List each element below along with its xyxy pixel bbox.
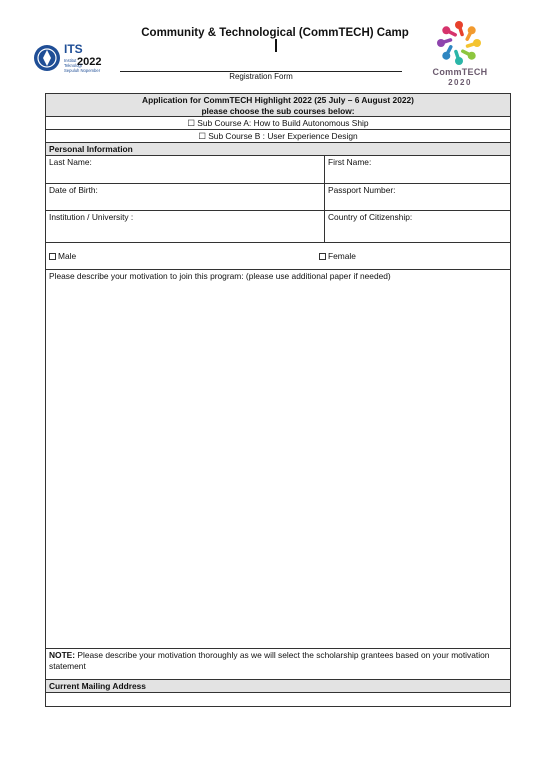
its-line-2: Teknologi bbox=[64, 63, 82, 68]
sub-course-a-label: Sub Course A: How to Build Autonomous Ship bbox=[197, 118, 369, 128]
sub-course-a-checkbox[interactable]: ☐ bbox=[187, 118, 195, 128]
country-label: Country of Citizenship: bbox=[328, 212, 413, 222]
sub-course-b-row[interactable] bbox=[46, 130, 510, 143]
motivation-area[interactable] bbox=[46, 270, 510, 649]
dob-row bbox=[46, 184, 510, 211]
male-label: Male bbox=[58, 251, 77, 261]
application-title: Application for CommTECH Highlight 2022 (25 July – 6 August 2022) bbox=[142, 95, 414, 105]
logo-person-body bbox=[446, 47, 451, 56]
commtech-logo-year: 2020 bbox=[448, 78, 472, 87]
logo-person-body bbox=[463, 51, 472, 56]
dob-field[interactable] bbox=[46, 184, 324, 210]
sub-course-a-row[interactable] bbox=[46, 117, 510, 130]
personal-info-header: Personal Information bbox=[46, 143, 510, 156]
form-subtitle: Registration Form bbox=[229, 72, 293, 81]
dob-label: Date of Birth: bbox=[49, 185, 98, 195]
note-label: NOTE: bbox=[49, 650, 76, 660]
passport-field[interactable] bbox=[324, 184, 510, 210]
its-line-3: Sepuluh Nopember bbox=[64, 68, 101, 73]
motivation-note bbox=[46, 649, 510, 680]
application-header bbox=[46, 94, 510, 117]
text-cursor bbox=[275, 39, 277, 52]
institution-field[interactable] bbox=[46, 211, 324, 242]
mailing-address-field[interactable] bbox=[46, 693, 510, 706]
page-title: Community & Technological (CommTECH) Camp bbox=[140, 27, 410, 53]
name-row bbox=[46, 156, 510, 184]
its-line-1: Institut bbox=[64, 58, 77, 63]
passport-label: Passport Number: bbox=[328, 185, 396, 195]
institution-label: Institution / University : bbox=[49, 212, 134, 222]
its-abbr: ITS bbox=[64, 42, 83, 56]
sub-course-b-checkbox[interactable]: ☐ bbox=[198, 131, 206, 141]
female-label: Female bbox=[328, 251, 356, 261]
commtech-logo-name: CommTECH bbox=[432, 67, 488, 77]
institution-row bbox=[46, 211, 510, 243]
note-text: Please describe your motivation thoroughly as we will select the scholarship grantees based on your motivation statement bbox=[49, 650, 490, 671]
gender-row bbox=[46, 243, 510, 270]
last-name-field[interactable] bbox=[46, 156, 324, 183]
female-checkbox[interactable] bbox=[319, 253, 326, 260]
logo-person-body bbox=[467, 30, 472, 39]
male-checkbox[interactable] bbox=[49, 253, 56, 260]
last-name-label: Last Name: bbox=[49, 157, 92, 167]
male-option[interactable] bbox=[46, 243, 316, 269]
first-name-label: First Name: bbox=[328, 157, 372, 167]
application-instruction: please choose the sub courses below: bbox=[201, 106, 355, 116]
its-year: 2022 bbox=[77, 56, 102, 68]
registration-form bbox=[45, 93, 511, 707]
first-name-field[interactable] bbox=[324, 156, 510, 183]
its-logo bbox=[33, 38, 125, 80]
female-option[interactable] bbox=[316, 243, 510, 269]
commtech-logo bbox=[429, 14, 489, 74]
motivation-prompt: Please describe your motivation to join this program: (please use additional paper if needed) bbox=[49, 271, 391, 281]
logo-person-body bbox=[446, 30, 455, 35]
sub-course-b-label: Sub Course B : User Experience Design bbox=[208, 131, 358, 141]
country-field[interactable] bbox=[324, 211, 510, 242]
mailing-address-header: Current Mailing Address bbox=[46, 680, 510, 693]
